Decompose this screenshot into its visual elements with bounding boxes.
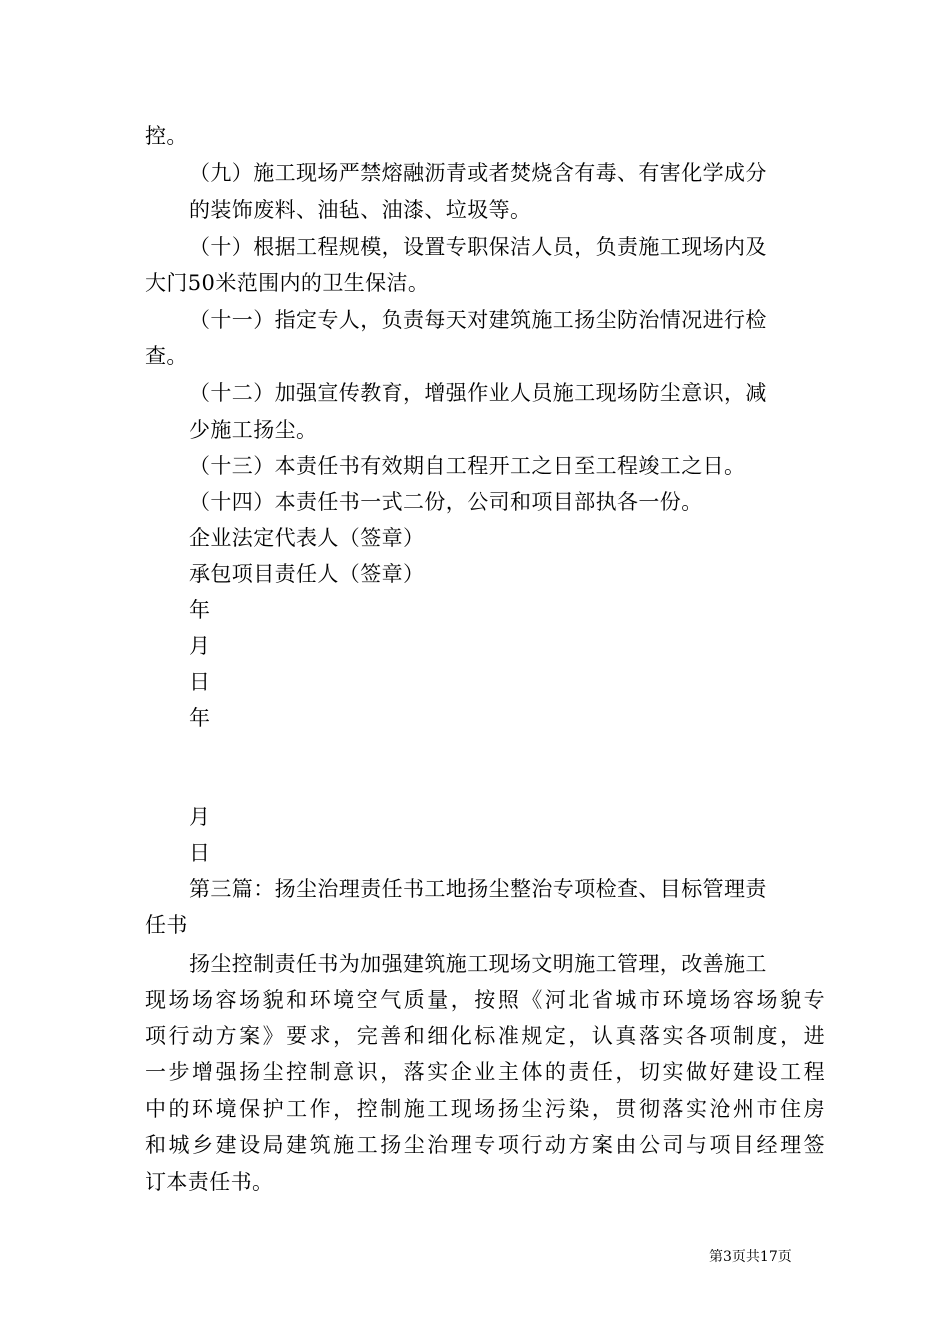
date-day: 日 bbox=[189, 841, 211, 865]
paragraph-line: 控。 bbox=[145, 124, 188, 148]
paragraph-line: （十一）指定专人，负责每天对建筑施工扬尘防治情况进行检 bbox=[189, 308, 767, 332]
paragraph-line: 查。 bbox=[145, 344, 188, 368]
date-month: 月 bbox=[189, 634, 211, 658]
paragraph-line: 大门50米范围内的卫生保洁。 bbox=[145, 271, 430, 295]
paragraph-line: 订本责任书。 bbox=[145, 1170, 274, 1194]
section-heading-cont: 任书 bbox=[145, 913, 188, 937]
paragraph-line: 和城乡建设局建筑施工扬尘治理专项行动方案由公司与项目经理签 bbox=[145, 1133, 825, 1157]
date-month: 月 bbox=[189, 805, 211, 829]
paragraph-line: （九）施工现场严禁熔融沥青或者焚烧含有毒、有害化学成分 bbox=[189, 161, 767, 185]
paragraph-line: 中的环境保护工作，控制施工现场扬尘污染，贯彻落实沧州市住房 bbox=[145, 1097, 825, 1121]
paragraph-line: 的装饰废料、油毡、油漆、垃圾等。 bbox=[189, 198, 532, 222]
paragraph-line: （十四）本责任书一式二份，公司和项目部执各一份。 bbox=[189, 490, 703, 514]
signature-label-legal-representative: 企业法定代表人（签章） bbox=[189, 526, 425, 550]
paragraph-line: 现场场容场貌和环境空气质量，按照《河北省城市环境场容场貌专 bbox=[145, 988, 825, 1012]
paragraph-line: 项行动方案》要求，完善和细化标准规定，认真落实各项制度，进 bbox=[145, 1024, 825, 1048]
paragraph-line: （十二）加强宣传教育，增强作业人员施工现场防尘意识，减 bbox=[189, 381, 767, 405]
paragraph-line: （十三）本责任书有效期自工程开工之日至工程竣工之日。 bbox=[189, 454, 746, 478]
date-year: 年 bbox=[189, 706, 211, 730]
section-heading: 第三篇：扬尘治理责任书工地扬尘整治专项检查、目标管理责 bbox=[189, 877, 767, 901]
paragraph-line: （十）根据工程规模，设置专职保洁人员，负责施工现场内及 bbox=[189, 235, 767, 259]
paragraph-line: 扬尘控制责任书为加强建筑施工现场文明施工管理，改善施工 bbox=[189, 952, 767, 976]
paragraph-line: 一步增强扬尘控制意识，落实企业主体的责任，切实做好建设工程 bbox=[145, 1060, 825, 1084]
date-day: 日 bbox=[189, 670, 211, 694]
date-year: 年 bbox=[189, 598, 211, 622]
page-number-footer: 第3页共17页 bbox=[709, 1249, 792, 1265]
signature-label-project-manager: 承包项目责任人（签章） bbox=[189, 562, 425, 586]
paragraph-line: 少施工扬尘。 bbox=[189, 418, 318, 442]
